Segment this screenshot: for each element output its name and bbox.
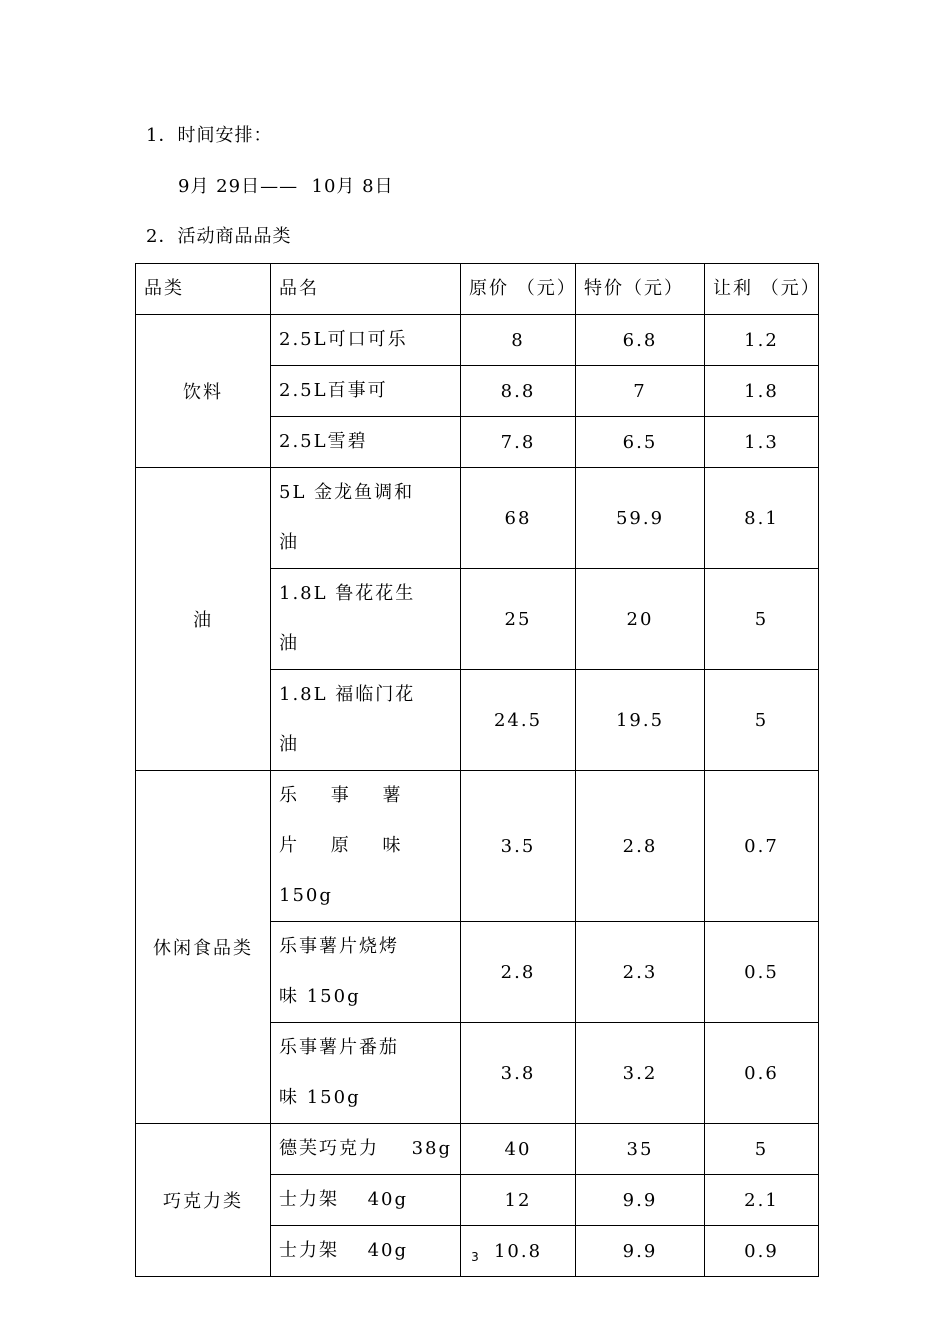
special-price: 7 [576,366,705,417]
product-name-line-1: 5L 金龙鱼调和 [279,482,415,503]
product-name-line-2: 油 [279,532,299,553]
original-price: 68 [461,468,576,569]
product-name-line-2: 油 [279,734,299,755]
table-row [136,468,819,569]
product-name [271,569,461,670]
original-price: 7.8 [461,417,576,468]
product-name-line-1: 1.8L 福临门花 [279,684,416,705]
product-name: 2.5L雪碧 [271,417,461,468]
discount: 5 [705,569,819,670]
product-name [271,771,461,922]
product-name [271,670,461,771]
original-price: 40 [461,1124,576,1175]
discount: 1.3 [705,417,819,468]
product-name-text: 士力架 [279,1189,339,1210]
discount: 0.6 [705,1023,819,1124]
schedule-dates: 9月 29日—— 10月 8日 [178,176,394,197]
product-size: 40g [367,1189,408,1210]
product-name [271,1124,461,1175]
product-name [271,468,461,569]
category-cell: 油 [136,468,271,771]
original-price: 12 [461,1175,576,1226]
original-price: 8 [461,315,576,366]
product-name-line-1: 1.8L 鲁花花生 [279,583,416,604]
discount: 1.8 [705,366,819,417]
product-size: 38g [411,1138,452,1159]
category-cell: 饮料 [136,315,271,468]
product-name-line-2: 味 150g [279,986,361,1007]
original-price: 3.5 [461,771,576,922]
discount: 0.7 [705,771,819,922]
page-number: 3 [471,1250,479,1264]
original-price: 24.5 [461,670,576,771]
section-heading-products: 2．活动商品品类 [146,226,292,247]
header-special-price: 特价（元） [576,264,705,315]
table-row [136,771,819,922]
discount: 5 [705,1124,819,1175]
special-price: 6.8 [576,315,705,366]
original-price: 10.8 [461,1226,576,1277]
product-name [271,1175,461,1226]
special-price: 19.5 [576,670,705,771]
special-price: 3.2 [576,1023,705,1124]
special-price: 6.5 [576,417,705,468]
table-row [136,1124,819,1175]
category-cell: 休闲食品类 [136,771,271,1124]
special-price: 20 [576,569,705,670]
product-name-text: 士力架 [279,1240,339,1261]
special-price: 9.9 [576,1175,705,1226]
header-original-price: 原价 （元） [461,264,576,315]
discount: 2.1 [705,1175,819,1226]
special-price: 2.3 [576,922,705,1023]
product-name-line-2: 油 [279,633,299,654]
product-name [271,1023,461,1124]
product-name-line-2: 150g [279,885,333,906]
discount: 5 [705,670,819,771]
original-price: 2.8 [461,922,576,1023]
product-name-line-2: 味 150g [279,1087,361,1108]
original-price: 8.8 [461,366,576,417]
section-heading-schedule: 1．时间安排： [146,125,273,146]
product-name: 2.5L可口可乐 [271,315,461,366]
product-name-text: 德芙巧克力 [279,1138,379,1159]
header-discount: 让利 （元） [705,264,819,315]
header-category: 品类 [136,264,271,315]
special-price: 9.9 [576,1226,705,1277]
original-price: 25 [461,569,576,670]
table-header-row [136,264,819,315]
special-price: 35 [576,1124,705,1175]
promotion-product-table [135,263,819,1277]
special-price: 2.8 [576,771,705,922]
discount: 8.1 [705,468,819,569]
product-name-line-1: 乐事薯片烧烤 [279,936,399,957]
product-name-line-1: 乐 事 薯 片 原 味 [279,785,415,856]
special-price: 59.9 [576,468,705,569]
original-price: 3.8 [461,1023,576,1124]
table-row [136,315,819,366]
discount: 0.5 [705,922,819,1023]
product-name-line-1: 乐事薯片番茄 [279,1037,399,1058]
discount: 0.9 [705,1226,819,1277]
header-product-name: 品名 [271,264,461,315]
product-name: 2.5L百事可 [271,366,461,417]
category-cell: 巧克力类 [136,1124,271,1277]
product-size: 40g [367,1240,408,1261]
product-name [271,922,461,1023]
discount: 1.2 [705,315,819,366]
